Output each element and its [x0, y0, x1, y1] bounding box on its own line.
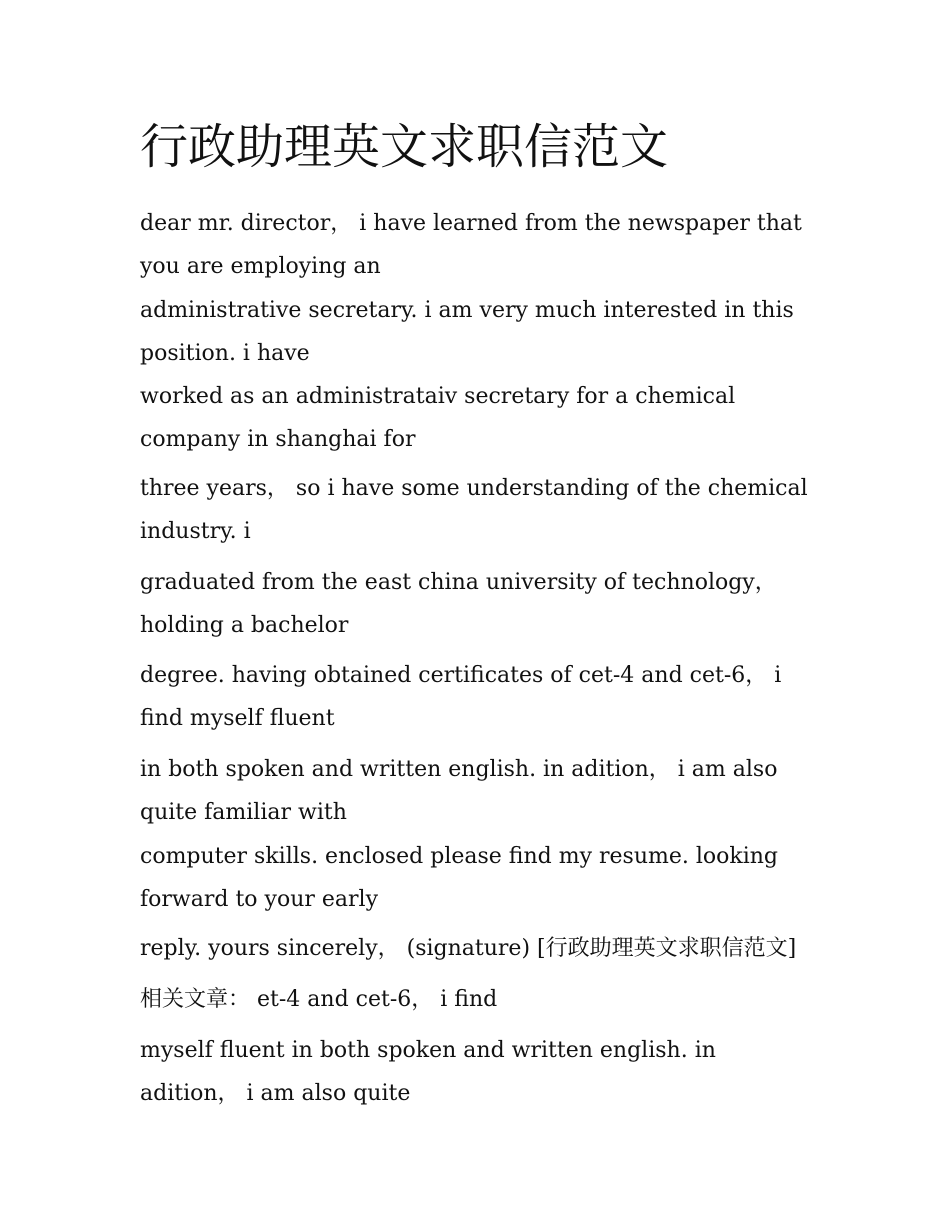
body-paragraph-8: computer skills. enclosed please find my resume. looking forward to your early — [140, 844, 785, 912]
body-paragraph-1: dear mr. director， i have learned from the newspaper that you are employing an — [140, 211, 809, 279]
related-articles-line: 相关文章： et-4 and cet-6， i find — [140, 987, 498, 1012]
body-paragraph-5: graduated from the east china university of technology， holding a bachelor — [140, 570, 784, 638]
body-paragraph-11: myself fluent in both spoken and written english. in adition， i am also quite — [140, 1038, 723, 1106]
body-paragraph-9: reply. yours sincerely， (signature) [行政助理英文求职信范文] — [140, 936, 797, 961]
body-paragraph-6: degree. having obtained certificates of cet-4 and cet-6， i find myself fluent — [140, 663, 789, 731]
body-paragraph-3: worked as an administrataiv secretary for a chemical company in shanghai for — [140, 384, 743, 452]
document-title: 行政助理英文求职信范文 — [140, 119, 669, 175]
body-paragraph-4: three years， so i have some understanding of the chemical industry. i — [140, 476, 815, 544]
body-paragraph-2: administrative secretary. i am very much interested in this position. i have — [140, 298, 801, 366]
body-paragraph-7: in both spoken and written english. in adition， i am also quite familiar with — [140, 757, 785, 825]
